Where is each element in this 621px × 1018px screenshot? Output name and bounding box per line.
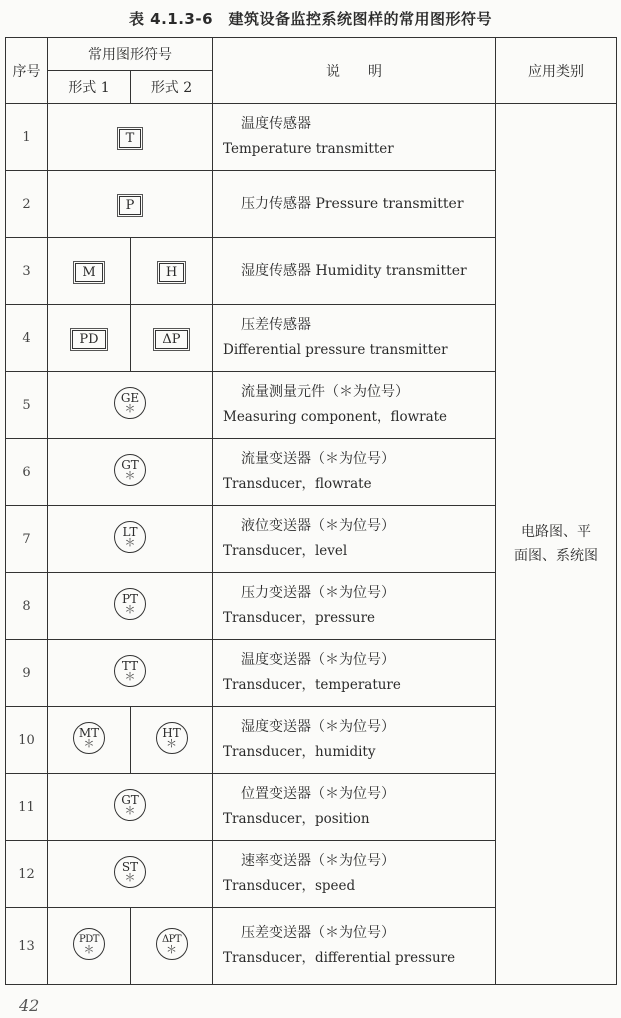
desc-en: Transducer，level xyxy=(223,543,348,559)
symbol-tag: ΔPT xyxy=(161,934,182,945)
application-cell xyxy=(496,104,617,985)
header-symbols-group: 常用图形符号 xyxy=(48,38,213,71)
desc-en: Transducer，differential pressure xyxy=(223,950,456,966)
instrument-circle xyxy=(156,722,188,754)
symbol-tag: ST xyxy=(121,860,139,874)
desc-cn: 温度传感器 xyxy=(241,116,311,132)
symbol-star: ＊ xyxy=(124,670,136,683)
symbol-cell xyxy=(48,908,131,985)
header-application: 应用类别 xyxy=(496,38,617,104)
symbol-cell xyxy=(131,908,213,985)
symbol-cell xyxy=(131,707,213,774)
symbol-star: ＊ xyxy=(124,804,136,817)
symbol-cell xyxy=(48,372,213,439)
symbol-box: M xyxy=(75,263,102,282)
symbol-box: T xyxy=(119,129,142,148)
description-cell xyxy=(213,707,496,774)
desc-cn: 速率变送器（＊为位号） xyxy=(241,853,395,869)
symbol-tag: PT xyxy=(121,592,139,606)
description-cell xyxy=(213,506,496,573)
symbol-box: ΔP xyxy=(155,330,187,349)
description-cell xyxy=(213,908,496,985)
desc-cn: 流量测量元件（＊为位号） xyxy=(241,384,409,400)
symbol-star: ＊ xyxy=(124,603,136,616)
instrument-circle xyxy=(114,856,146,888)
symbol-tag: PDT xyxy=(79,934,99,945)
desc-en: Differential pressure transmitter xyxy=(223,342,448,358)
row-number: 9 xyxy=(6,640,48,707)
symbol-tag: MT xyxy=(78,726,100,740)
desc-cn: 压差变送器（＊为位号） xyxy=(241,925,395,941)
desc-en: Transducer，flowrate xyxy=(223,476,372,492)
desc-cn: 湿度传感器 Humidity transmitter xyxy=(241,262,467,279)
desc-en: Transducer，pressure xyxy=(223,610,376,626)
page-number: 42 xyxy=(19,996,40,1015)
instrument-circle xyxy=(114,387,146,419)
symbol-star: ＊ xyxy=(83,737,95,750)
description-cell xyxy=(213,573,496,640)
description-cell xyxy=(213,774,496,841)
row-number: 6 xyxy=(6,439,48,506)
symbol-star: ＊ xyxy=(124,469,136,482)
instrument-circle xyxy=(114,655,146,687)
desc-en: Transducer，temperature xyxy=(223,677,401,693)
symbol-box: PD xyxy=(72,330,105,349)
symbol-star: ＊ xyxy=(83,943,95,956)
desc-en: Transducer，position xyxy=(223,811,370,827)
desc-cn: 压力传感器 Pressure transmitter xyxy=(241,195,464,212)
instrument-circle xyxy=(156,928,188,960)
row-number: 5 xyxy=(6,372,48,439)
symbol-tag: GT xyxy=(121,793,139,807)
symbol-star: ＊ xyxy=(166,737,177,750)
symbol-cell xyxy=(48,573,213,640)
desc-cn: 湿度变送器（＊为位号） xyxy=(241,719,395,735)
symbol-tag: HT xyxy=(162,726,181,740)
symbol-cell xyxy=(48,171,213,238)
symbol-star: ＊ xyxy=(124,402,136,415)
description-cell xyxy=(213,238,496,305)
symbol-star: ＊ xyxy=(124,536,136,549)
row-number: 13 xyxy=(6,908,48,985)
desc-cn: 位置变送器（＊为位号） xyxy=(241,786,395,802)
row-number: 2 xyxy=(6,171,48,238)
row-number: 3 xyxy=(6,238,48,305)
symbol-star: ＊ xyxy=(124,871,136,884)
desc-en: Transducer，speed xyxy=(223,878,356,894)
row-number: 4 xyxy=(6,305,48,372)
app-line-2: 面图、系统图 xyxy=(514,548,598,564)
table-row xyxy=(6,104,617,171)
symbol-cell xyxy=(48,305,131,372)
symbol-cell xyxy=(48,506,213,573)
description-cell xyxy=(213,104,496,171)
symbol-cell xyxy=(48,104,213,171)
desc-en: Transducer，humidity xyxy=(223,744,376,760)
description-cell xyxy=(213,439,496,506)
symbol-cell xyxy=(48,238,131,305)
desc-en: Temperature transmitter xyxy=(223,141,394,157)
header-form1: 形式 1 xyxy=(48,71,131,104)
row-number: 12 xyxy=(6,841,48,908)
instrument-circle xyxy=(114,454,146,486)
row-number: 1 xyxy=(6,104,48,171)
instrument-circle xyxy=(114,789,146,821)
symbol-cell xyxy=(48,439,213,506)
symbol-box: P xyxy=(119,196,142,215)
symbol-tag: GT xyxy=(121,458,139,472)
table-title: 表 4.1.3-6 建筑设备监控系统图样的常用图形符号 xyxy=(128,10,493,28)
symbol-table xyxy=(5,37,617,985)
description-cell xyxy=(213,841,496,908)
instrument-circle xyxy=(114,521,146,553)
symbol-star: ＊ xyxy=(166,943,177,956)
description-cell xyxy=(213,640,496,707)
header-seq: 序号 xyxy=(6,38,48,104)
desc-cn: 压差传感器 xyxy=(241,317,311,333)
description-cell xyxy=(213,372,496,439)
instrument-circle xyxy=(73,722,105,754)
desc-cn: 压力变送器（＊为位号） xyxy=(241,585,395,601)
description-cell xyxy=(213,305,496,372)
header-description: 说 明 xyxy=(213,38,496,104)
symbol-tag: TT xyxy=(121,659,139,673)
desc-cn: 温度变送器（＊为位号） xyxy=(241,652,395,668)
row-number: 7 xyxy=(6,506,48,573)
desc-en: Measuring component，flowrate xyxy=(223,409,448,425)
symbol-tag: GE xyxy=(120,391,140,405)
description-cell xyxy=(213,171,496,238)
symbol-cell xyxy=(48,774,213,841)
symbol-cell xyxy=(48,841,213,908)
row-number: 11 xyxy=(6,774,48,841)
desc-cn: 流量变送器（＊为位号） xyxy=(241,451,395,467)
symbol-cell xyxy=(131,238,213,305)
symbol-cell xyxy=(131,305,213,372)
symbol-cell xyxy=(48,707,131,774)
app-line-1: 电路图、平 xyxy=(521,524,591,540)
symbol-tag: LT xyxy=(122,525,138,539)
instrument-circle xyxy=(73,928,105,960)
desc-cn: 液位变送器（＊为位号） xyxy=(241,518,395,534)
header-form2: 形式 2 xyxy=(131,71,213,104)
row-number: 8 xyxy=(6,573,48,640)
symbol-box: H xyxy=(159,263,184,282)
instrument-circle xyxy=(114,588,146,620)
row-number: 10 xyxy=(6,707,48,774)
symbol-cell xyxy=(48,640,213,707)
